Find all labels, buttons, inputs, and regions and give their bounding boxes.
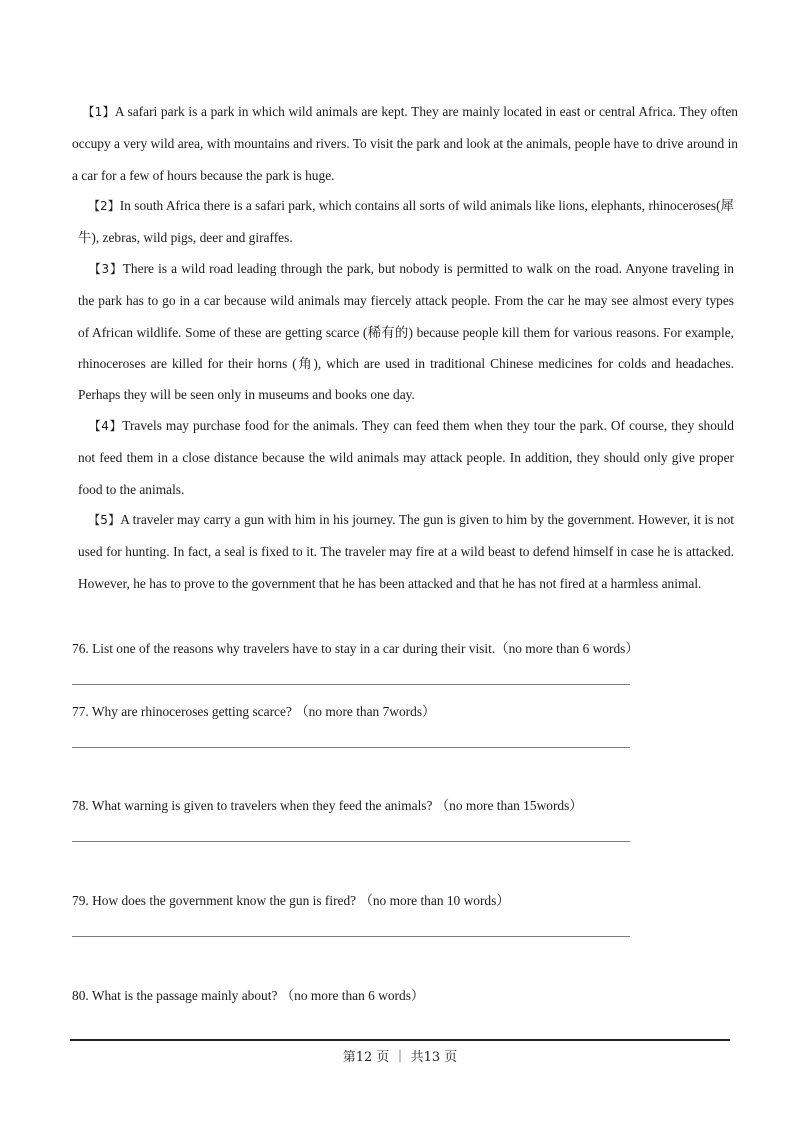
answer-line-78[interactable] (72, 841, 630, 842)
question-78: 78. What warning is given to travelers when they feed the animals? （no more than 15words） (72, 798, 583, 813)
paragraph-marker: 【1】 (82, 105, 115, 119)
paragraph-3 (78, 253, 734, 410)
paragraph-4 (78, 410, 734, 505)
question-79: 79. How does the government know the gun is fired? （no more than 10 words） (72, 893, 510, 908)
paragraph-2 (78, 190, 734, 254)
paragraph-text: In south Africa there is a safari park, which contains all sorts of wild animals like lions, elephants, rhinoceroses(犀牛), zebras, wild pigs, deer and giraffes. (78, 198, 735, 246)
question-76: 76. List one of the reasons why travelers have to stay in a car during their visit.（no more than 6 words） (72, 641, 639, 656)
question-80: 80. What is the passage mainly about? （no more than 6 words） (72, 988, 425, 1003)
paragraph-text: A traveler may carry a gun with him in his journey. The gun is given to him by the government. However, it is not used for hunting. In fact, a seal is fixed to it. The traveler may fire at a wild beast to defend himself in case he is attacked. However, he has to prove to the government that he has been attacked and that he has not fired at a harmless animal. (78, 512, 734, 591)
answer-line-77[interactable] (72, 747, 630, 748)
paragraph-marker: 【4】 (88, 419, 123, 433)
answer-line-76[interactable] (72, 684, 630, 685)
paragraph-text: There is a wild road leading through the park, but nobody is permitted to walk on the road. Anyone traveling in the park has to go in a car because wild animals may fiercely attack people. From the car he may see almost every types of African wildlife. Some of these are getting scarce (稀有的) because people kill them for various reasons. For example, rhinoceroses are killed for their horns (角), which are used in traditional Chinese medicines for colds and headaches. Perhaps they will be seen only in museums and books one day. (78, 261, 735, 403)
page-number: 第12 页 ｜ 共13 页 (342, 1050, 458, 1065)
answer-line-79[interactable] (72, 936, 630, 937)
paragraph-text: A safari park is a park in which wild animals are kept. They are mainly located in east or central Africa. They often occupy a very wild area, with mountains and rivers. To visit the park and look at the animals, people have to drive around in a car for a few of hours because the park is huge. (72, 104, 738, 183)
paragraph-5 (78, 504, 734, 599)
question-77: 77. Why are rhinoceroses getting scarce? （no more than 7words） (72, 704, 436, 719)
paragraph-marker: 【5】 (88, 513, 121, 527)
paragraph-text: Travels may purchase food for the animals. They can feed them when they tour the park. Of course, they should not feed them in a close distance because the wild animals may attack people. In addition, they should only give proper food to the animals. (78, 418, 734, 497)
paragraph-marker: 【2】 (88, 199, 120, 213)
paragraph-1 (72, 96, 738, 191)
paragraph-marker: 【3】 (88, 262, 123, 276)
footer-divider (70, 1039, 730, 1041)
